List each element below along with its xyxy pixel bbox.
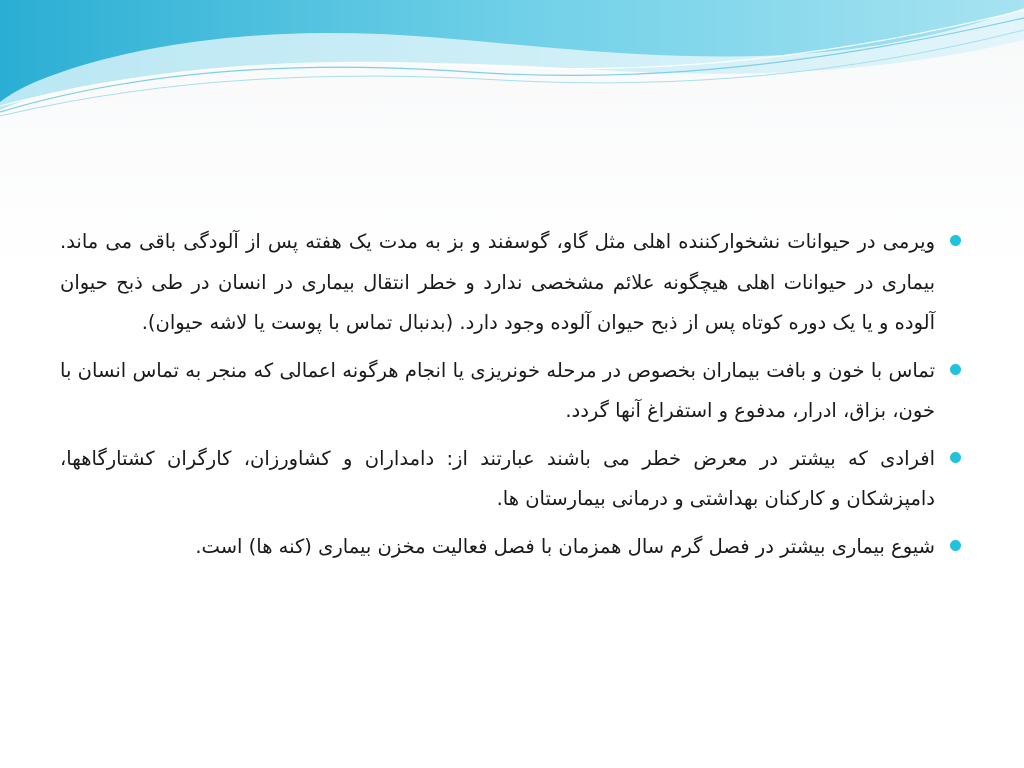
bullet-item	[60, 439, 965, 520]
bullet-dot-icon	[950, 452, 961, 463]
bullet-text: ویرمی در حیوانات نشخوارکننده اهلی مثل گاو، گوسفند و بز به مدت یک هفته پس از آلودگی باقی می ماند. بیماری در حیوانات اهلی هیچگونه علائم مشخصی ندارد و خطر انتقال بیماری در انسان در طی ذبح حیوان آلوده و یا یک دوره کوتاه پس از ذبح حیوان آلوده وجود دارد. (بدنبال تماس با پوست یا لاشه حیوان).	[60, 230, 935, 334]
bullet-item	[60, 222, 965, 344]
bullet-text: تماس با خون و بافت بیماران بخصوص در مرحله خونریزی یا انجام هرگونه اعمالی که منجر به تماس انسان با خون، بزاق، ادرار، مدفوع و استفراغ آنها گردد.	[60, 358, 935, 422]
header-wave-decoration	[0, 0, 1024, 130]
bullet-text: شیوع بیماری بیشتر در فصل گرم سال همزمان با فصل فعالیت مخزن بیماری (کنه ها) است.	[195, 534, 935, 558]
bullet-text: افرادی که بیشتر در معرض خطر می باشند عبارتند از: دامداران و کشاورزان، کارگران کشتارگاهها، دامپزشکان و کارکنان بهداشتی و درمانی بیمارستان ها.	[60, 446, 935, 510]
bullet-list	[60, 222, 965, 567]
bullet-dot-icon	[950, 540, 961, 551]
bullet-dot-icon	[950, 364, 961, 375]
bullet-dot-icon	[950, 235, 961, 246]
bullet-item	[60, 527, 965, 568]
bullet-item	[60, 351, 965, 432]
slide-content	[60, 222, 965, 574]
